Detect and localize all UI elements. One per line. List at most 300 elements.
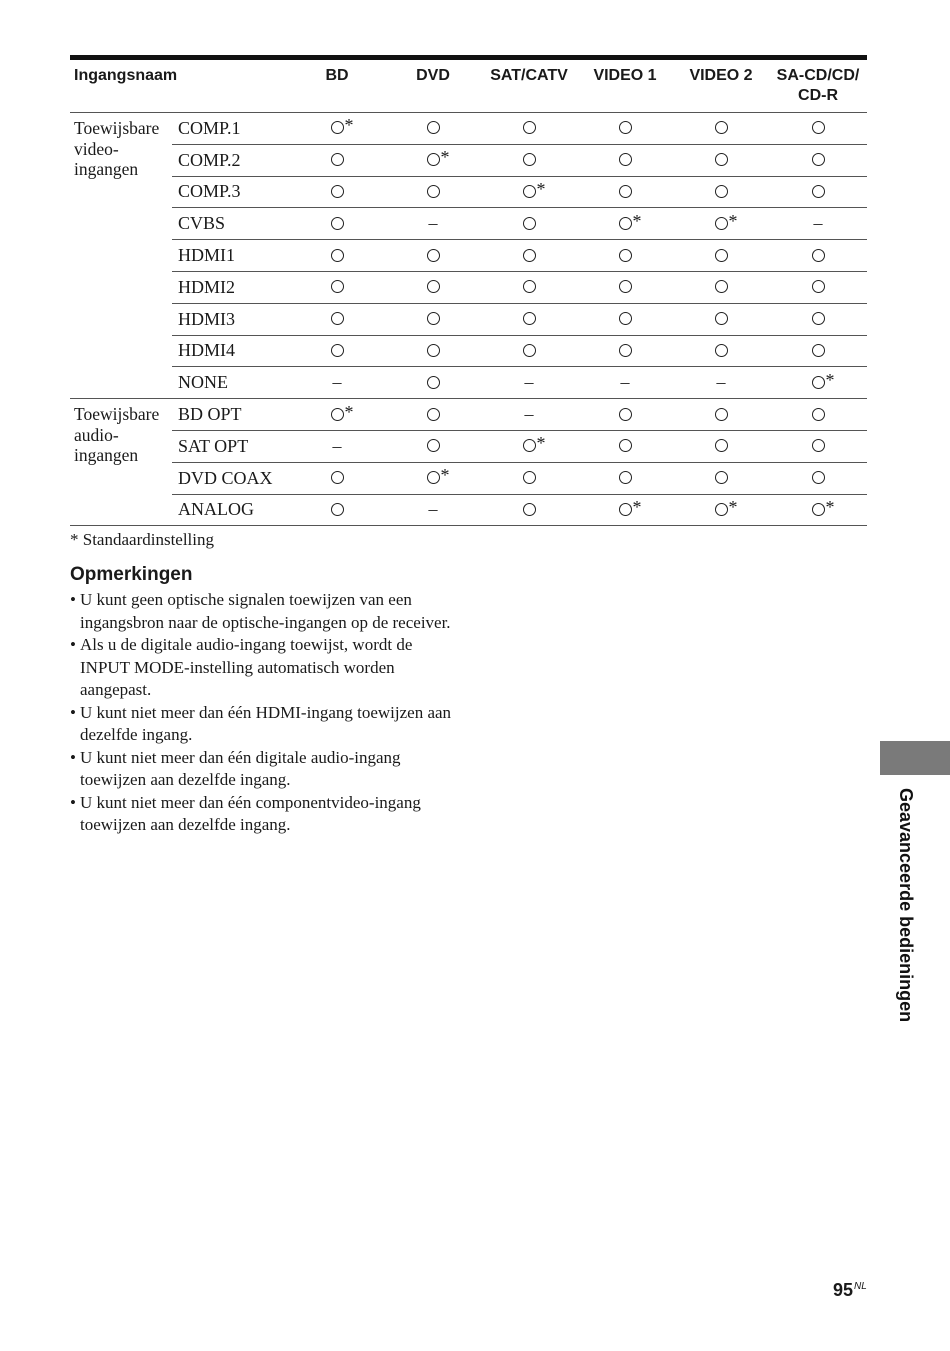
assign-value-cell	[385, 462, 481, 494]
circle-icon	[523, 344, 536, 357]
circle-icon	[619, 408, 632, 421]
assign-value-cell	[289, 176, 385, 208]
input-name-cell: HDMI1	[172, 240, 289, 272]
circle-icon	[427, 408, 440, 421]
note-item: • U kunt niet meer dan één componentvideo-ingang toewijzen aan dezelfde ingang.	[70, 792, 455, 837]
assign-value	[331, 215, 344, 233]
assign-value-cell	[769, 399, 867, 431]
assign-value-cell	[673, 303, 769, 335]
notes-list	[70, 589, 455, 837]
default-asterisk: *	[440, 147, 450, 168]
default-asterisk: *	[344, 401, 354, 422]
assign-value-cell	[385, 303, 481, 335]
assign-value-cell	[289, 144, 385, 176]
input-name-cell: NONE	[172, 367, 289, 399]
circle-icon	[715, 121, 728, 134]
assign-value-cell	[577, 208, 673, 240]
assign-value	[333, 372, 342, 393]
circle-icon	[427, 153, 440, 166]
assign-value-cell	[289, 462, 385, 494]
input-name-cell: HDMI4	[172, 335, 289, 367]
assign-value	[427, 147, 450, 169]
assign-value-cell	[673, 399, 769, 431]
circle-icon	[331, 312, 344, 325]
assign-value	[427, 406, 440, 424]
assign-value-cell	[673, 494, 769, 526]
input-name-cell: HDMI2	[172, 271, 289, 303]
assign-value	[427, 465, 450, 487]
circle-icon	[715, 217, 728, 230]
assign-value-cell	[481, 208, 577, 240]
assign-value-cell	[673, 113, 769, 145]
input-name-cell: ANALOG	[172, 494, 289, 526]
circle-icon	[523, 217, 536, 230]
assign-value	[331, 469, 344, 487]
assign-value-cell	[577, 335, 673, 367]
circle-icon	[812, 153, 825, 166]
assign-value-cell	[577, 462, 673, 494]
assign-value	[331, 401, 354, 424]
assign-value-cell	[673, 240, 769, 272]
assign-value-cell	[673, 271, 769, 303]
circle-icon	[427, 376, 440, 389]
assign-value-cell	[577, 399, 673, 431]
assign-value	[715, 151, 728, 169]
assign-value	[619, 247, 632, 265]
not-available-dash: –	[332, 372, 342, 393]
assign-value-cell	[673, 208, 769, 240]
assign-value-cell	[289, 430, 385, 462]
assign-value	[812, 342, 825, 360]
circle-icon	[715, 249, 728, 262]
assign-value-cell	[385, 367, 481, 399]
assign-value	[523, 247, 536, 265]
page-language: NL	[854, 1281, 867, 1292]
assign-value-cell	[385, 494, 481, 526]
assign-value	[427, 247, 440, 265]
table-body	[70, 113, 867, 526]
circle-icon	[331, 408, 344, 421]
circle-icon	[812, 249, 825, 262]
not-available-dash: –	[428, 499, 438, 520]
assign-value	[715, 183, 728, 201]
circle-icon	[427, 121, 440, 134]
not-available-dash: –	[620, 372, 630, 393]
table-header-row	[70, 58, 867, 113]
assign-value	[715, 247, 728, 265]
assign-value	[715, 496, 738, 519]
assign-value	[331, 115, 354, 137]
circle-icon	[427, 344, 440, 357]
assign-value	[619, 496, 642, 519]
circle-icon	[619, 503, 632, 516]
header-dvd: DVD	[385, 58, 481, 113]
circle-icon	[523, 185, 536, 198]
assign-value	[619, 119, 632, 137]
assign-value-cell	[673, 335, 769, 367]
default-asterisk: *	[536, 433, 546, 454]
assign-value	[814, 213, 823, 234]
table-row	[70, 303, 867, 335]
assign-value	[523, 119, 536, 137]
assign-value-cell	[577, 113, 673, 145]
assign-value-cell	[577, 271, 673, 303]
assign-value	[427, 310, 440, 328]
not-available-dash: –	[524, 372, 534, 393]
assign-value-cell	[577, 303, 673, 335]
table-row	[70, 271, 867, 303]
assign-value	[619, 183, 632, 201]
circle-icon	[619, 312, 632, 325]
assign-value	[715, 406, 728, 424]
circle-icon	[715, 439, 728, 452]
assign-value-cell	[481, 303, 577, 335]
circle-icon	[715, 153, 728, 166]
assign-value-cell	[289, 335, 385, 367]
circle-icon	[619, 153, 632, 166]
group-label-line: ingangen	[74, 445, 139, 466]
circle-icon	[331, 217, 344, 230]
group-label-line: audio-	[74, 424, 119, 445]
circle-icon	[523, 471, 536, 484]
circle-icon	[619, 471, 632, 484]
default-asterisk: *	[632, 496, 642, 517]
assign-value-cell	[481, 271, 577, 303]
assign-value	[331, 183, 344, 201]
assign-value-cell	[769, 176, 867, 208]
assign-value	[523, 178, 546, 201]
assign-value	[523, 151, 536, 169]
assign-value	[812, 469, 825, 487]
note-item: • U kunt niet meer dan één HDMI-ingang toewijzen aan dezelfde ingang.	[70, 702, 455, 747]
assign-value	[619, 342, 632, 360]
assign-value	[427, 278, 440, 296]
assign-value	[715, 310, 728, 328]
header-ingangsnaam: Ingangsnaam	[70, 58, 289, 113]
assign-value-cell	[673, 462, 769, 494]
assign-value	[812, 247, 825, 265]
assign-value-cell	[289, 367, 385, 399]
circle-icon	[812, 376, 825, 389]
assign-value	[715, 469, 728, 487]
assign-value-cell	[673, 176, 769, 208]
input-name-cell: HDMI3	[172, 303, 289, 335]
assign-value	[812, 151, 825, 169]
assign-value	[331, 151, 344, 169]
assign-value-cell	[385, 335, 481, 367]
assign-value	[427, 342, 440, 360]
assign-value-cell	[385, 208, 481, 240]
input-name-cell: CVBS	[172, 208, 289, 240]
assign-value-cell	[481, 176, 577, 208]
assign-value	[427, 374, 440, 392]
header-sat-catv: SAT/CATV	[481, 58, 577, 113]
assign-value	[427, 437, 440, 455]
page-number-value: 95	[833, 1280, 854, 1300]
assign-value	[333, 436, 342, 457]
circle-icon	[812, 408, 825, 421]
circle-icon	[812, 471, 825, 484]
table-row	[70, 335, 867, 367]
circle-icon	[427, 439, 440, 452]
note-item: • Als u de digitale audio-ingang toewijst, wordt de INPUT MODE-instelling automatisch worden aangepast.	[70, 634, 455, 702]
circle-icon	[427, 471, 440, 484]
assign-value	[812, 310, 825, 328]
input-name-cell: COMP.3	[172, 176, 289, 208]
assign-value	[715, 278, 728, 296]
assign-value-cell	[481, 240, 577, 272]
assign-value-cell	[289, 240, 385, 272]
assign-value-cell	[481, 144, 577, 176]
table-row	[70, 240, 867, 272]
input-name-cell: COMP.1	[172, 113, 289, 145]
assign-value	[523, 215, 536, 233]
circle-icon	[619, 121, 632, 134]
circle-icon	[715, 312, 728, 325]
assign-value-cell	[385, 113, 481, 145]
assign-value-cell	[385, 430, 481, 462]
not-available-dash: –	[332, 435, 342, 456]
header-video-1: VIDEO 1	[577, 58, 673, 113]
circle-icon	[715, 280, 728, 293]
assign-value-cell	[769, 303, 867, 335]
group-label-line: Toewijsbare	[74, 118, 160, 138]
assign-value-cell	[481, 113, 577, 145]
circle-icon	[715, 503, 728, 516]
assign-value	[715, 210, 738, 233]
assign-value	[619, 310, 632, 328]
assign-value-cell	[769, 335, 867, 367]
circle-icon	[427, 185, 440, 198]
table-row	[70, 367, 867, 399]
circle-icon	[812, 439, 825, 452]
assign-value	[812, 496, 835, 519]
assign-value	[331, 342, 344, 360]
assign-value	[812, 369, 835, 392]
assign-value-cell	[289, 208, 385, 240]
circle-icon	[523, 121, 536, 134]
assign-value	[427, 119, 440, 137]
assign-value	[621, 372, 630, 393]
assign-value-cell	[289, 303, 385, 335]
assign-value	[715, 437, 728, 455]
circle-icon	[715, 471, 728, 484]
header-sa-cd	[769, 58, 867, 113]
assign-value	[331, 310, 344, 328]
circle-icon	[427, 280, 440, 293]
assign-value	[523, 501, 536, 519]
circle-icon	[331, 121, 344, 134]
circle-icon	[331, 153, 344, 166]
input-assign-table	[70, 55, 867, 526]
default-asterisk: *	[728, 496, 738, 517]
note-item: • U kunt niet meer dan één digitale audio-ingang toewijzen aan dezelfde ingang.	[70, 747, 455, 792]
circle-icon	[523, 439, 536, 452]
assign-value-cell	[289, 494, 385, 526]
assign-value	[525, 404, 534, 425]
circle-icon	[812, 121, 825, 134]
assign-value-cell	[769, 367, 867, 399]
assign-value	[812, 406, 825, 424]
assign-value-cell	[769, 208, 867, 240]
table-row	[70, 430, 867, 462]
assign-value	[523, 278, 536, 296]
assign-value-cell	[577, 494, 673, 526]
table-row	[70, 399, 867, 431]
circle-icon	[331, 344, 344, 357]
assign-value-cell	[577, 430, 673, 462]
assign-value	[523, 342, 536, 360]
side-section-label: Geavanceerde bedieningen	[896, 788, 916, 1023]
circle-icon	[619, 185, 632, 198]
assign-value-cell	[481, 462, 577, 494]
input-name-cell: SAT OPT	[172, 430, 289, 462]
table-row	[70, 462, 867, 494]
header-sa-cd-text: SA-CD/CD/ CD-R	[776, 67, 860, 104]
assign-value-cell	[289, 399, 385, 431]
circle-icon	[523, 503, 536, 516]
circle-icon	[523, 249, 536, 262]
assign-value	[619, 437, 632, 455]
circle-icon	[331, 471, 344, 484]
assign-value-cell	[673, 144, 769, 176]
assign-value	[619, 278, 632, 296]
assign-value	[331, 501, 344, 519]
assign-value-cell	[385, 240, 481, 272]
circle-icon	[715, 185, 728, 198]
input-name-cell: COMP.2	[172, 144, 289, 176]
assign-value	[812, 278, 825, 296]
not-available-dash: –	[524, 404, 534, 425]
circle-icon	[812, 312, 825, 325]
assign-value-cell	[481, 430, 577, 462]
assign-value	[331, 247, 344, 265]
not-available-dash: –	[813, 213, 823, 234]
assign-value-cell	[385, 176, 481, 208]
page-number	[833, 1280, 867, 1301]
header-bd: BD	[289, 58, 385, 113]
assign-value-cell	[577, 144, 673, 176]
assign-value-cell	[769, 144, 867, 176]
assign-value-cell	[481, 494, 577, 526]
assign-value-cell	[577, 176, 673, 208]
default-asterisk: *	[825, 369, 835, 390]
assign-value	[812, 437, 825, 455]
default-asterisk: *	[632, 210, 642, 231]
assign-value	[619, 406, 632, 424]
assign-value-cell	[481, 399, 577, 431]
input-name-cell: BD OPT	[172, 399, 289, 431]
assign-value-cell	[673, 367, 769, 399]
assign-value	[717, 372, 726, 393]
assign-value	[523, 433, 546, 455]
input-name-cell: DVD COAX	[172, 462, 289, 494]
circle-icon	[427, 312, 440, 325]
circle-icon	[427, 249, 440, 262]
assign-value-cell	[769, 494, 867, 526]
circle-icon	[619, 249, 632, 262]
circle-icon	[523, 312, 536, 325]
assign-value	[429, 499, 438, 520]
circle-icon	[715, 408, 728, 421]
assign-value-cell	[769, 462, 867, 494]
assign-value-cell	[289, 113, 385, 145]
assign-value	[523, 469, 536, 487]
assign-value-cell	[769, 113, 867, 145]
table-row	[70, 176, 867, 208]
assign-value-cell	[769, 271, 867, 303]
circle-icon	[812, 280, 825, 293]
assign-value	[429, 213, 438, 234]
assign-value	[812, 183, 825, 201]
assign-value-cell	[481, 367, 577, 399]
header-video-2: VIDEO 2	[673, 58, 769, 113]
circle-icon	[331, 503, 344, 516]
default-asterisk: *	[344, 115, 354, 136]
circle-icon	[331, 280, 344, 293]
assign-value	[619, 469, 632, 487]
assign-value	[619, 151, 632, 169]
notes-title: Opmerkingen	[70, 564, 193, 585]
side-tab-marker	[880, 741, 950, 775]
assign-value	[715, 119, 728, 137]
circle-icon	[812, 344, 825, 357]
assign-value	[525, 372, 534, 393]
assign-value-cell	[289, 271, 385, 303]
group-label-line: video-	[74, 138, 119, 159]
assign-value-cell	[577, 240, 673, 272]
assign-value-cell	[385, 271, 481, 303]
circle-icon	[619, 344, 632, 357]
note-item: • U kunt geen optische signalen toewijzen van een ingangsbron naar de optische-ingangen op de receiver.	[70, 589, 455, 634]
table-row	[70, 144, 867, 176]
circle-icon	[331, 185, 344, 198]
circle-icon	[619, 217, 632, 230]
circle-icon	[715, 344, 728, 357]
assign-value-cell	[769, 430, 867, 462]
circle-icon	[812, 503, 825, 516]
default-asterisk: *	[536, 178, 546, 199]
assign-value	[812, 119, 825, 137]
group-label-line: Toewijsbare	[74, 404, 160, 425]
footnote: * Standaardinstelling	[70, 530, 215, 549]
assign-value	[331, 278, 344, 296]
table-row	[70, 208, 867, 240]
assign-value-cell	[385, 399, 481, 431]
assign-value-cell	[577, 367, 673, 399]
not-available-dash: –	[428, 213, 438, 234]
table-row	[70, 113, 867, 145]
assign-value	[427, 183, 440, 201]
circle-icon	[523, 153, 536, 166]
circle-icon	[619, 439, 632, 452]
assign-value	[715, 342, 728, 360]
group-label	[70, 399, 172, 526]
assign-value	[619, 210, 642, 233]
circle-icon	[331, 249, 344, 262]
group-label-line: ingangen	[74, 159, 139, 179]
default-asterisk: *	[825, 496, 835, 517]
default-asterisk: *	[440, 465, 450, 486]
circle-icon	[523, 280, 536, 293]
circle-icon	[812, 185, 825, 198]
not-available-dash: –	[716, 372, 726, 393]
group-label	[70, 113, 172, 399]
assign-value-cell	[385, 144, 481, 176]
table-row	[70, 494, 867, 526]
circle-icon	[619, 280, 632, 293]
assign-value-cell	[769, 240, 867, 272]
